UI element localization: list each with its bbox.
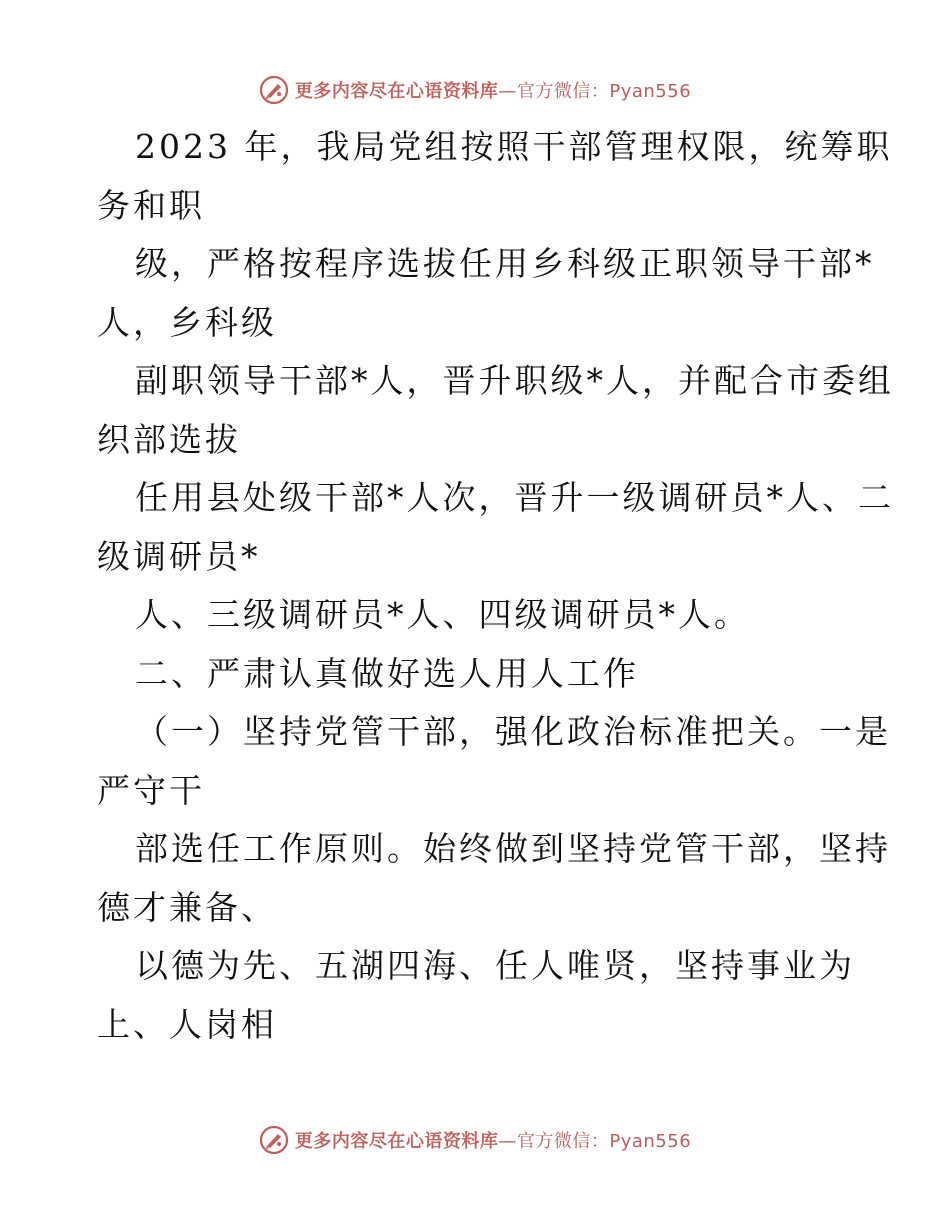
footer-watermark — [0, 1122, 950, 1158]
text-line: 上、人岗相 — [97, 1004, 277, 1044]
text-line: 副职领导干部*人，晋升职级*人，并配合市委组 — [135, 361, 894, 400]
watermark-separator: — — [498, 1131, 517, 1152]
text-line: 级，严格按程序选拔任用乡科级正职领导干部* — [135, 244, 875, 283]
text-line: 2023 年，我局党组按照干部管理权限，统筹职 — [135, 127, 893, 166]
watermark-main: 更多内容尽在心语资料库 — [294, 1131, 499, 1152]
text-line: 部选任工作原则。始终做到坚持党管干部，坚持 — [135, 829, 891, 868]
watermark-wechat: 官方微信：Pyan556 — [516, 1131, 692, 1152]
text-line: 以德为先、五湖四海、任人唯贤，坚持事业为 — [135, 946, 855, 985]
text-line: 严守干 — [97, 770, 205, 810]
text-line: （一）坚持党管干部，强化政治标准把关。一是 — [135, 712, 891, 751]
text-line: 织部选拔 — [97, 419, 241, 459]
watermark-separator: — — [498, 81, 517, 102]
text-line: 务和职 — [97, 185, 205, 225]
pen-logo-icon — [259, 1125, 289, 1155]
watermark-wechat: 官方微信：Pyan556 — [516, 81, 692, 102]
text-line: 人、三级调研员*人、四级调研员*人。 — [135, 595, 750, 634]
pen-logo-icon — [259, 75, 289, 105]
text-line: 人，乡科级 — [97, 302, 277, 342]
watermark-text — [295, 77, 691, 103]
document-body — [97, 118, 894, 1054]
text-line: 任用县处级干部*人次，晋升一级调研员*人、二 — [135, 478, 894, 517]
section-heading: 二、严肃认真做好选人用人工作 — [135, 653, 639, 693]
watermark-text — [295, 1127, 691, 1153]
text-line: 德才兼备、 — [97, 887, 277, 927]
text-line: 级调研员* — [97, 536, 261, 576]
header-watermark — [0, 72, 950, 108]
watermark-main: 更多内容尽在心语资料库 — [294, 81, 499, 102]
